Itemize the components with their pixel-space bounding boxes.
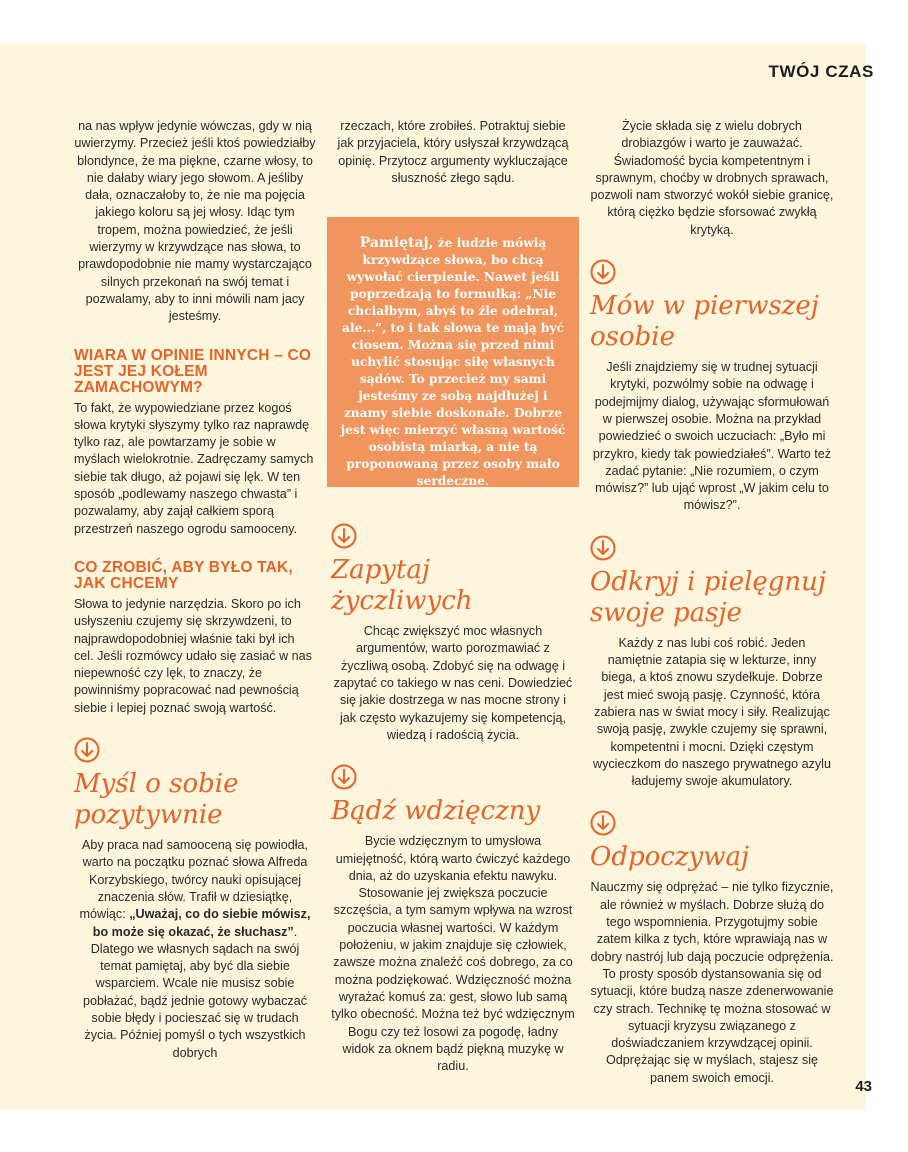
paragraph: rzeczach, które zrobiłeś. Potraktuj siebie jak przyjaciela, który usłyszał krzywdzącą opinię. Przytocz argumenty wykluczające słuszność złego sądu. xyxy=(337,119,569,185)
paragraph xyxy=(74,837,316,1062)
arrow-down-circle-icon xyxy=(74,737,100,763)
paragraph: Nauczmy się odprężać – nie tylko fizycznie, ale również w myślach. Dobrze służą do tego wspomnienia. Przygotujmy sobie zatem kilka z tych, które wprawiają nas w dobry nastrój lub dają poczucie odprężenia. To prosty sposób dystansowania się od sytuacji, które budzą nasze zdenerwowanie czy strach. Technikę tę można stosować w sytuacji kryzysu związanego z doświadczaniem krzywdzącej opinii. Odprężając się w myślach, stajesz się panem swoich emocji. xyxy=(590,880,834,1085)
arrow-down-circle-icon xyxy=(590,259,616,285)
callout-lead: Pamiętaj, xyxy=(359,235,434,252)
arrow-down-circle-icon xyxy=(590,810,616,836)
paragraph: Bycie wdzięcznym to umysłowa umiejętność, którą warto ćwiczyć każdego dnia, aż do uzyskania efektu nawyku. Stosowanie jej zwiększa poczucie szczęścia, a tym samym wpływa na wzrost poczucia własnej wartości. W każdym położeniu, w jakim znajduje się człowiek, zawsze można znaleźć coś dobrego, za co można podziękować. Wdzięczność można wyrażać komuś za: gest, słowo lub samą tylko obecność. Można też być wdzięcznym Bogu czy też losowi za pogodę, ładny widok za oknem bądź piękną muzykę w radiu. xyxy=(331,834,575,1074)
arrow-down-circle-icon xyxy=(331,523,357,549)
section-title-script: Odpoczywaj xyxy=(590,842,750,873)
page-number: 43 xyxy=(855,1078,872,1095)
section-title-script: Odkryj i pielęgnuj swoje pasje xyxy=(590,566,826,628)
arrow-down-circle-icon xyxy=(590,535,616,561)
section-title-script: Bądź wdzięczny xyxy=(331,796,541,827)
paragraph: Jeśli znajdziemy się w trudnej sytuacji krytyki, pozwólmy sobie na odwagę i podejmijmy dialog, używając sformułowań w pierwszej osobie. Można na przykład powiedzieć o swoich uczuciach: „Było mi przykro, kiedy tak powiedziałeś”. Warto też zadać pytanie: „Nie rozumiem, o czym mówisz?” lub ująć wprost „W jakim celu to mówisz?”. xyxy=(592,360,832,513)
subheading: CO ZROBIĆ, ABY BYŁO TAK, JAK CHCEMY xyxy=(74,558,293,592)
section-title: TWÓJ CZAS xyxy=(768,62,874,81)
column-2 xyxy=(331,118,575,1075)
column-3 xyxy=(590,118,834,1087)
section-title-script: Myśl o sobie pozytywnie xyxy=(74,769,239,831)
callout-text: że ludzie mówią krzywdzące słowa, bo chcą wywołać cierpienie. Nawet jeśli poprzedzają to formułką: „Nie chciałbym, abyś to źle odebrał, ale...”, to i tak słowa te mają być ciosem. Można się przed nimi uchylić stosując siłę własnych sądów. To przecież my sami jesteśmy ze sobą najdłużej i znamy siebie doskonale. Dobrze jest więc mierzyć własną wartość osobistą miarką, a nie tą proponowaną przez osoby mało serdeczne. xyxy=(340,236,566,489)
callout-box xyxy=(327,217,579,487)
text-part: Aby praca nad samooceną się powiodła, warto na początku poznać słowa Alfreda Korzybskiego, twórcy nauki opisującej znaczenia słów. Trafił w dziesiątkę, mówiąc: xyxy=(79,838,309,922)
subheading: WIARA W OPINIE INNYCH – CO JEST JEJ KOŁEM ZAMACHOWYM? xyxy=(74,346,312,396)
quote-bold: „Uważaj, co do siebie mówisz, bo może się okazać, że słuchasz” xyxy=(92,907,311,939)
paragraph: na nas wpływ jedynie wówczas, gdy w nią uwierzymy. Przecież jeśli ktoś powiedziałby blondynce, że ma piękne, czarne włosy, to nie dałaby wiary jego słowom. A jeśliby dała, oznaczałoby to, że nie ma pojęcia jakiego koloru są jej włosy. Idąc tym tropem, można powiedzieć, że jeśli wierzymy w krzywdzące nas słowa, to prawdopodobnie nie mamy wystarczająco silnych przekonań na swój temat i pozwalamy, aby to inni mówili nam jacy jesteśmy. xyxy=(74,119,316,324)
paragraph: Chcąc zwiększyć moc własnych argumentów, warto porozmawiać z życzliwą osobą. Zdobyć się na odwagę i zapytać co takiego w nas ceni. Dowiedzieć się jakie dostrzega w nas mocne strony i jak często wykazujemy się kompetencją, wiedzą i radością życia. xyxy=(333,624,573,742)
paragraph: Każdy z nas lubi coś robić. Jeden namiętnie zatapia się w lekturze, inny biega, a ktoś znowu szydełkuje. Dobrze jest mieć swoją pasję. Czynność, która zabiera nas w świat mocy i siły. Realizując swoją pasję, zwykle czujemy się sprawni, kompetentni i mocni. Dzięki częstym wycieczkom do naszego prywatnego azylu ładujemy swoje akumulatory. xyxy=(592,635,831,789)
paragraph: To fakt, że wypowiedziane przez kogoś słowa krytyki słyszymy tylko raz naprawdę tylko raz, ale powtarzamy je sobie w myślach wielokrotnie. Zadręczamy samych siebie tak długo, aż pojawi się lęk. W ten sposób „podlewamy naszego chwasta” i pozwalamy, aby zajął całkiem sporą przestrzeń naszego ogrodu samooceny. xyxy=(74,400,314,536)
column-1 xyxy=(74,118,316,1062)
arrow-down-circle-icon xyxy=(331,764,357,790)
paragraph: Słowa to jedynie narzędzia. Skoro po ich usłyszeniu czujemy się skrzywdzeni, to najprawdopodobniej właśnie taki był ich cel. Jeśli rozmówcy udało się zasiać w nas niepewność czy lęk, to znaczy, że powinniśmy popracować nad pewnością siebie i lepiej poznać swoją wartość. xyxy=(74,596,312,715)
section-title-script: Mów w pierwszej osobie xyxy=(590,291,819,353)
section-title-script: Zapytaj życzliwych xyxy=(331,555,473,617)
text-part: . Dlatego we własnych sądach na swój temat pamiętaj, aby być dla siebie wsparciem. Wcale nie musisz sobie pobłażać, bądź jednie gotowy wybaczać sobie błędy i pocieszać się w trudach życia. Później pomyśl o tych wszystkich dobrych xyxy=(82,924,308,1060)
paragraph: Życie składa się z wielu dobrych drobiazgów i warto je zauważać. Świadomość bycia kompetentnym i sprawnym, choćby w drobnych sprawach, pozwoli nam stworzyć wokół siebie granicę, którą ciężko będzie sforsować zwykłą krytyką. xyxy=(590,119,834,237)
